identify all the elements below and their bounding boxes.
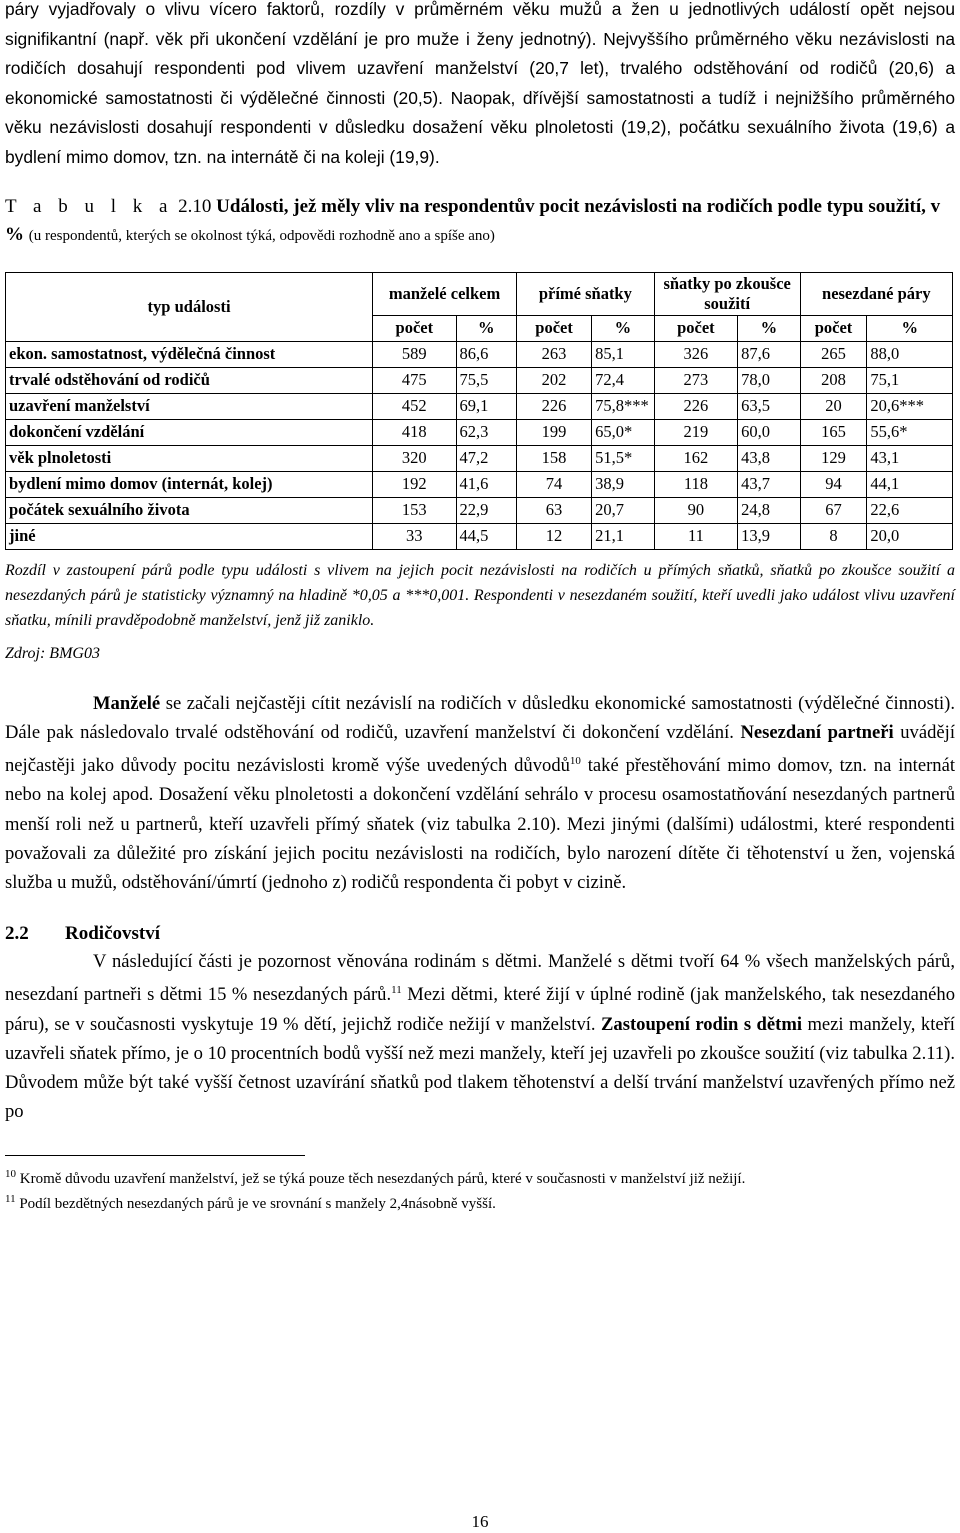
row-label: věk plnoletosti xyxy=(6,445,373,471)
cell-count: 12 xyxy=(517,523,592,549)
footnote-11 xyxy=(5,1189,955,1214)
row-label: trvalé odstěhování od rodičů xyxy=(6,367,373,393)
cell-count: 63 xyxy=(517,497,592,523)
row-label: bydlení mimo domov (internát, kolej) xyxy=(6,471,373,497)
subheader-count: počet xyxy=(517,315,592,341)
cell-percent: 87,6 xyxy=(738,341,801,367)
footnote-number: 10 xyxy=(5,1167,16,1180)
cell-count: 20 xyxy=(800,393,867,419)
cell-count: 153 xyxy=(373,497,456,523)
cell-percent: 20,0 xyxy=(867,523,953,549)
cell-percent: 44,1 xyxy=(867,471,953,497)
cell-percent: 20,7 xyxy=(592,497,655,523)
table-row xyxy=(6,419,953,445)
cell-percent: 24,8 xyxy=(738,497,801,523)
table-caption xyxy=(5,193,955,250)
page-number: 16 xyxy=(471,1512,489,1531)
cell-percent: 43,7 xyxy=(738,471,801,497)
cell-count: 226 xyxy=(654,393,737,419)
table-header-row xyxy=(6,272,953,315)
cell-percent: 78,0 xyxy=(738,367,801,393)
header-group-4: nesezdané páry xyxy=(800,272,952,315)
table-row xyxy=(6,393,953,419)
table-row xyxy=(6,367,953,393)
table-row xyxy=(6,523,953,549)
cell-percent: 20,6*** xyxy=(867,393,953,419)
footnote-divider xyxy=(5,1155,305,1156)
header-group-3: sňatky po zkoušce soužití xyxy=(654,272,800,315)
cell-count: 118 xyxy=(654,471,737,497)
cell-count: 192 xyxy=(373,471,456,497)
cell-percent: 41,6 xyxy=(456,471,517,497)
table-caption-prefix: T a b u l k a xyxy=(5,195,174,217)
cell-percent: 72,4 xyxy=(592,367,655,393)
table-row xyxy=(6,445,953,471)
cell-count: 11 xyxy=(654,523,737,549)
cell-count: 33 xyxy=(373,523,456,549)
table-caption-note: (u respondentů, kterých se okolnost týká, odpovědi rozhodně ano a spíše ano) xyxy=(28,227,495,244)
para2-bold-2: Nesezdaní partneři xyxy=(740,721,894,743)
cell-count: 589 xyxy=(373,341,456,367)
cell-count: 326 xyxy=(654,341,737,367)
footnote-number: 11 xyxy=(5,1192,16,1205)
footnote-text: Kromě důvodu uzavření manželství, jež se týká pouze těch nesezdaných párů, které v současnosti v manželství již nežijí. xyxy=(16,1170,746,1187)
para3-text-1: V následující části je pozornost věnována rodinám s dětmi. Manželé s dětmi tvoří 64 % všech manželských párů, nesezdaní partneři s dětmi 15 % nesezdaných párů. xyxy=(5,951,955,1006)
para3-text-3: mezi manžely, kteří uzavřeli sňatek přímo, je o 10 procentních bodů vyšší než mezi manžely, kteří jej uzavřeli po zkoušce soužití (viz tabulka 2.11). Důvodem může být také vyšší četnost uzavírání sňatků pod tlakem těhotenství a delší trvání manželství uzavřených přímo než po xyxy=(5,1013,955,1123)
subheader-pct: % xyxy=(738,315,801,341)
subheader-pct: % xyxy=(592,315,655,341)
document-page xyxy=(5,0,955,1214)
paragraph-parenthood xyxy=(5,947,955,1126)
cell-count: 475 xyxy=(373,367,456,393)
row-label: dokončení vzdělání xyxy=(6,419,373,445)
cell-count: 67 xyxy=(800,497,867,523)
cell-percent: 62,3 xyxy=(456,419,517,445)
footnote-10 xyxy=(5,1164,955,1189)
table-row xyxy=(6,471,953,497)
para2-text-3: také přestěhování mimo domov, tzn. na internát nebo na kolej apod. Dosažení věku plnoletosti a dokončení vzdělání sehrálo v procesu osamostatňování nesezdaných partnerů menší roli než u partnerů, kteří uzavřeli přímý sňatek (viz tabulka 2.10). Mezi jinými (dalšími) událostmi, které respondenti považovali za důležité pro získání jejich pocitu nezávislosti na rodičích, bylo narození dítěte či těhotenství u žen, vojenská služba u mužů, odstěhování/úmrtí (jednoho z) rodičů respondenta či pobyt v cizině. xyxy=(5,755,955,893)
cell-count: 265 xyxy=(800,341,867,367)
row-label: uzavření manželství xyxy=(6,393,373,419)
header-group-1: manželé celkem xyxy=(373,272,517,315)
para2-bold-1: Manželé xyxy=(93,692,161,714)
table-source: Zdroj: BMG03 xyxy=(5,644,100,662)
cell-count: 320 xyxy=(373,445,456,471)
cell-count: 199 xyxy=(517,419,592,445)
subheader-pct: % xyxy=(867,315,953,341)
cell-count: 452 xyxy=(373,393,456,419)
table-body xyxy=(6,341,953,549)
cell-count: 418 xyxy=(373,419,456,445)
header-type: typ události xyxy=(6,272,373,341)
cell-percent: 85,1 xyxy=(592,341,655,367)
table-note: Rozdíl v zastoupení párů podle typu události s vlivem na jejich pocit nezávislosti na rodičích u přímých sňatků, sňatků po zkoušce soužití a nesezdaných párů je statisticky významný na hladině *0,05 a ***0,001. Respondenti v nesezdaném soužití, kteří uvedli jako událost vlivu uzavření sňatku, mínili pravděpodobně manželství, jenž již zaniklo. xyxy=(5,561,955,629)
cell-percent: 43,1 xyxy=(867,445,953,471)
cell-count: 129 xyxy=(800,445,867,471)
footnote-text: Podíl bezdětných nesezdaných párů je ve srovnání s manžely 2,4násobně vyšší. xyxy=(15,1195,496,1212)
cell-count: 94 xyxy=(800,471,867,497)
cell-count: 158 xyxy=(517,445,592,471)
intro-text-b: Nejvyššího průměrného věku nezávislosti na rodičích dosahují respondenti pod vlivem uzavření manželství (20,7 let), trvalého odstěhování od rodičů (20,6) a ekonomické samostatnosti či výdělečné činnosti (20,5). xyxy=(5,28,955,108)
cell-percent: 38,9 xyxy=(592,471,655,497)
cell-percent: 88,0 xyxy=(867,341,953,367)
cell-count: 202 xyxy=(517,367,592,393)
cell-count: 226 xyxy=(517,393,592,419)
cell-percent: 86,6 xyxy=(456,341,517,367)
table-caption-title: Události, jež měly vliv na respondentův pocit nezávislosti na rodičích podle typu soužití, v % xyxy=(5,195,941,245)
para2-text-1: se začali nejčastěji cítit nezávislí na rodičích v důsledku ekonomické samostatnosti (výdělečné činnosti). Dále pak následovalo trvalé odstěhování od rodičů, uzavření manželství či dokončení vzdělání. xyxy=(5,692,955,743)
cell-percent: 51,5* xyxy=(592,445,655,471)
cell-percent: 22,9 xyxy=(456,497,517,523)
row-label: jiné xyxy=(6,523,373,549)
cell-percent: 21,1 xyxy=(592,523,655,549)
cell-percent: 43,8 xyxy=(738,445,801,471)
section-title: Rodičovství xyxy=(65,923,160,945)
cell-percent: 13,9 xyxy=(738,523,801,549)
cell-percent: 47,2 xyxy=(456,445,517,471)
row-label: ekon. samostatnost, výdělečná činnost xyxy=(6,341,373,367)
cell-count: 263 xyxy=(517,341,592,367)
para2-text-2: uvádějí nejčastěji jako důvody pocitu nezávislosti kromě výše uvedených důvodů xyxy=(5,721,955,777)
cell-percent: 55,6* xyxy=(867,419,953,445)
section-number: 2.2 xyxy=(5,923,29,945)
subheader-count: počet xyxy=(654,315,737,341)
cell-count: 8 xyxy=(800,523,867,549)
cell-count: 90 xyxy=(654,497,737,523)
section-heading xyxy=(5,923,955,945)
para3-text-2: Mezi dětmi, které žijí v úplné rodině (jak manželského, tak nesezdaného páru), se v současnosti vyskytuje 19 % dětí, jejichž rodiče nežijí v manželství. xyxy=(5,984,956,1035)
header-group-2: přímé sňatky xyxy=(517,272,655,315)
cell-count: 74 xyxy=(517,471,592,497)
cell-count: 219 xyxy=(654,419,737,445)
table-row xyxy=(6,341,953,367)
cell-percent: 22,6 xyxy=(867,497,953,523)
cell-count: 165 xyxy=(800,419,867,445)
subheader-count: počet xyxy=(373,315,456,341)
cell-percent: 44,5 xyxy=(456,523,517,549)
subheader-pct: % xyxy=(456,315,517,341)
para3-bold: Zastoupení rodin s dětmi xyxy=(601,1013,802,1035)
cell-percent: 65,0* xyxy=(592,419,655,445)
table-row xyxy=(6,497,953,523)
footnote-ref-11[interactable]: 11 xyxy=(391,984,402,997)
intro-text-c: Naopak, dřívější samostatnosti a tudíž i nejnižšího průměrného věku nezávislosti dosahují respondenti v důsledku dosažení věku plnoletosti (19,2), počátku sexuálního života (19,6) a bydlení mimo domov, tzn. na internátě či na koleji (19,9). xyxy=(5,87,955,167)
paragraph-spouses xyxy=(5,689,955,898)
events-table xyxy=(5,272,953,550)
footnote-ref-10[interactable]: 10 xyxy=(569,754,581,767)
cell-count: 273 xyxy=(654,367,737,393)
cell-percent: 63,5 xyxy=(738,393,801,419)
intro-paragraph xyxy=(5,0,955,173)
intro-text-a: páry vyjadřovaly o vlivu vícero faktorů, rozdíly v průměrném věku mužů a žen u jednotlivých událostí opět nejsou signifikantní (např. věk při ukončení vzdělání je pro muže i ženy jednotný). xyxy=(5,0,955,49)
cell-percent: 60,0 xyxy=(738,419,801,445)
cell-percent: 75,1 xyxy=(867,367,953,393)
cell-percent: 69,1 xyxy=(456,393,517,419)
subheader-count: počet xyxy=(800,315,867,341)
cell-percent: 75,8*** xyxy=(592,393,655,419)
row-label: počátek sexuálního života xyxy=(6,497,373,523)
cell-percent: 75,5 xyxy=(456,367,517,393)
table-caption-number: 2.10 xyxy=(178,195,212,217)
cell-count: 208 xyxy=(800,367,867,393)
cell-count: 162 xyxy=(654,445,737,471)
